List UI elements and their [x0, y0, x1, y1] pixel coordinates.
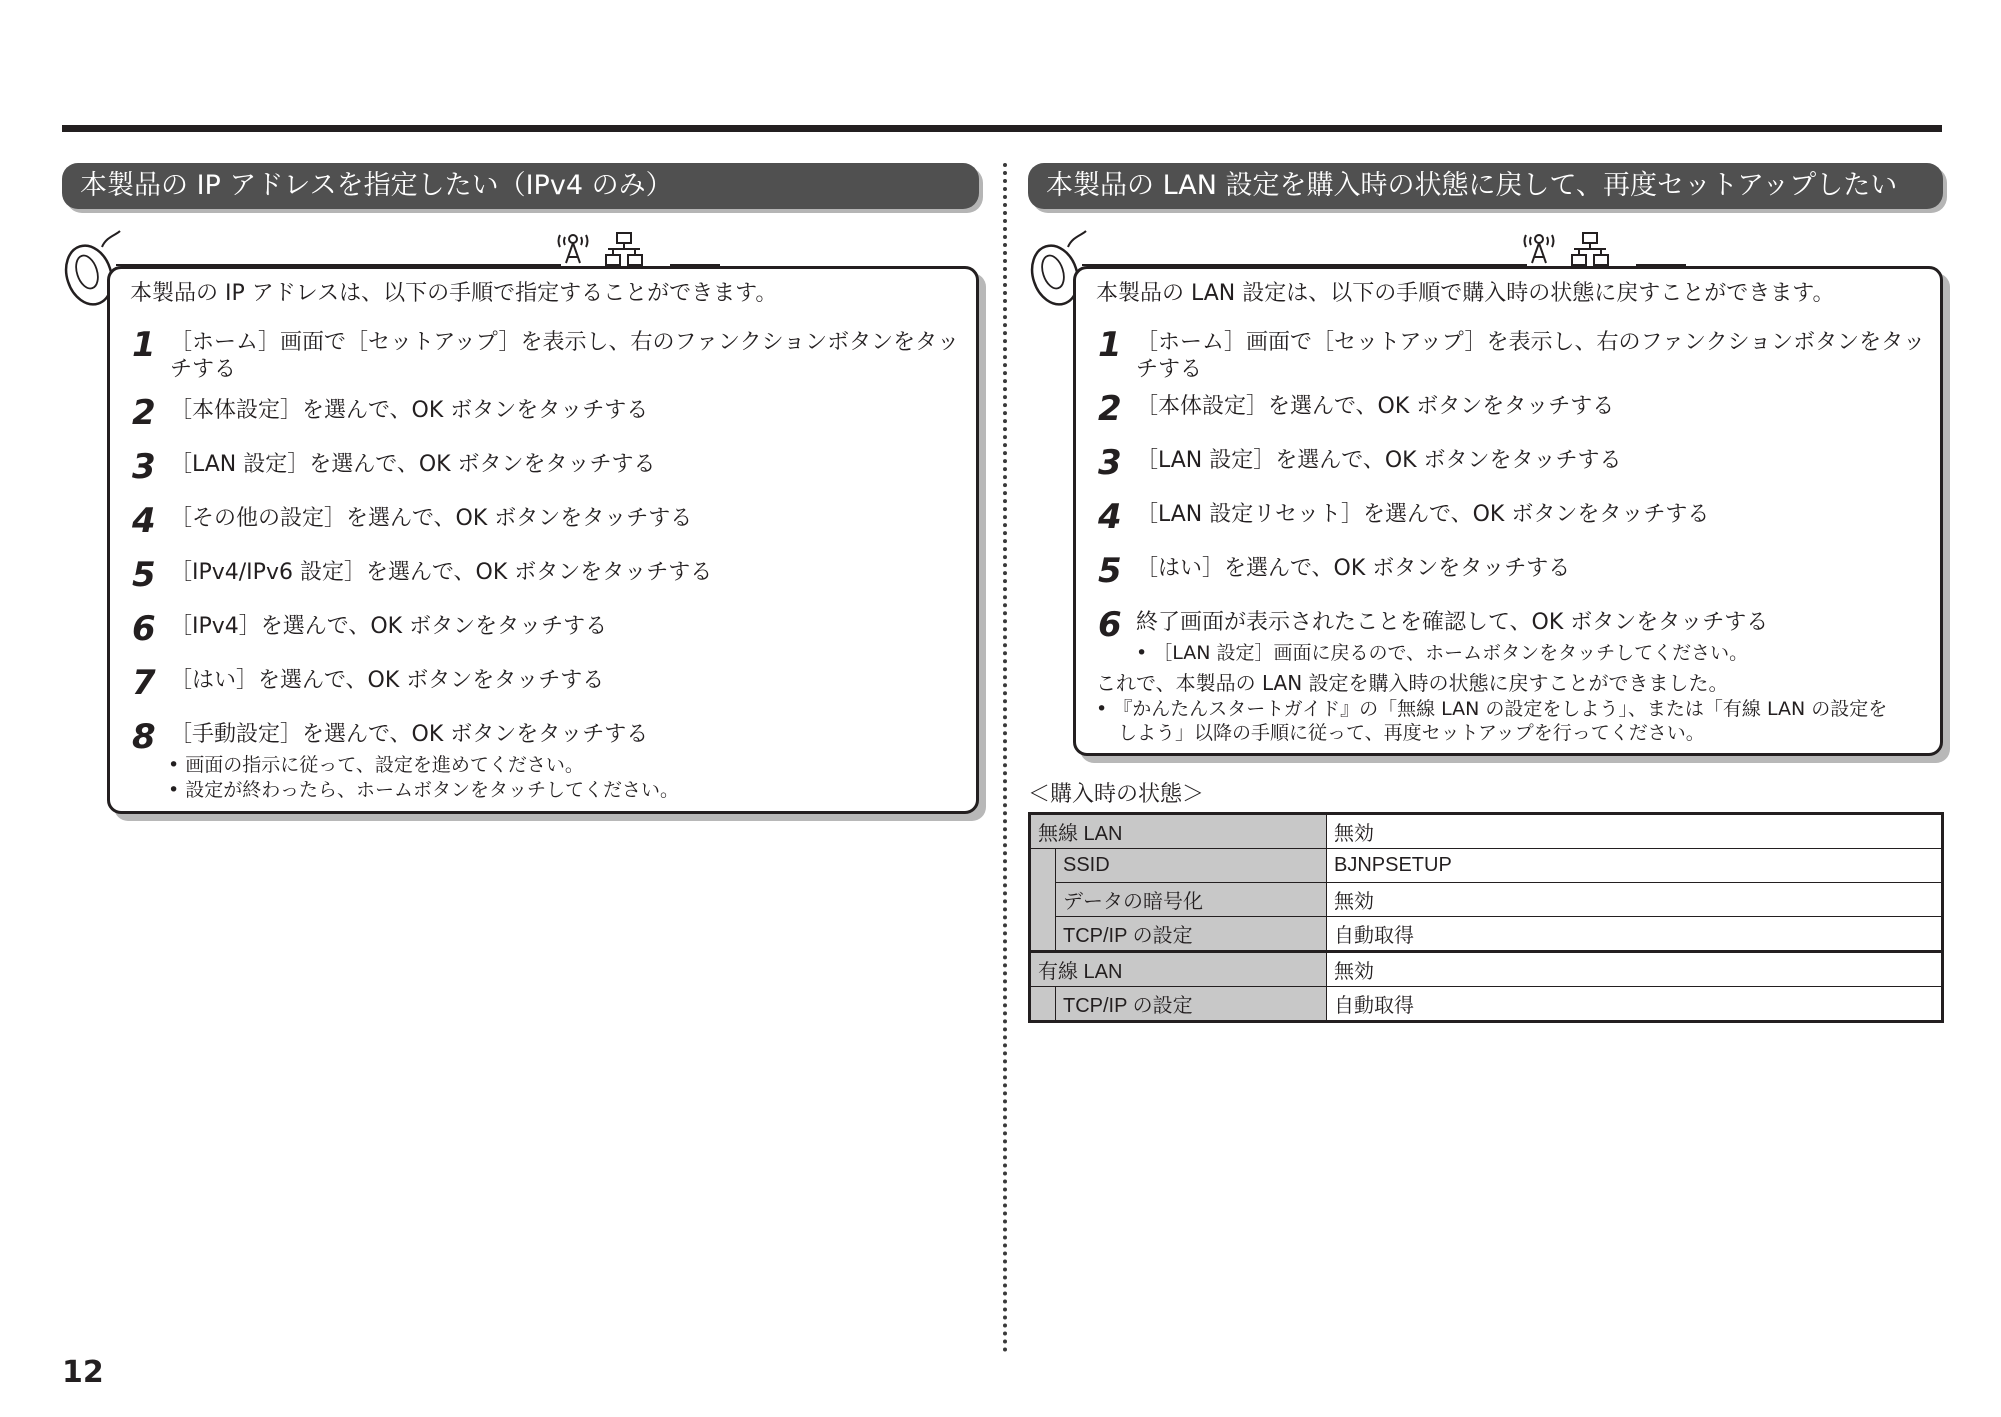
step-text: ［LAN 設定］を選んで、OK ボタンをタッチする: [170, 452, 656, 477]
table-label: 無線 LAN: [1030, 814, 1327, 849]
step-text: ［LAN 設定］を選んで、OK ボタンをタッチする: [1136, 448, 1622, 473]
step-number: 1: [132, 325, 156, 365]
step-text-cont: チする: [170, 357, 237, 382]
step-text: ［ホーム］画面で［セットアップ］を表示し、右のファンクションボタンをタッ: [170, 330, 960, 355]
step-number: 4: [132, 501, 156, 541]
step-number: 3: [1098, 443, 1122, 483]
step-number: 6: [1098, 605, 1122, 645]
step-text: ［ホーム］画面で［セットアップ］を表示し、右のファンクションボタンをタッ: [1136, 330, 1926, 355]
section-title: 本製品の IP アドレスを指定したい（IPv4 のみ）: [80, 170, 673, 201]
table-row: [1030, 917, 1943, 952]
step-text: ［その他の設定］を選んで、OK ボタンをタッチする: [170, 506, 693, 531]
table-row: [1030, 883, 1943, 917]
table-value: 自動取得: [1327, 987, 1943, 1022]
table-value: 無効: [1327, 952, 1943, 987]
top-rule: [62, 125, 1942, 132]
table-label: SSID: [1056, 849, 1327, 883]
intro-text: 本製品の IP アドレスは、以下の手順で指定することができます。: [130, 281, 778, 306]
step-text: ［IPv4］を選んで、OK ボタンをタッチする: [170, 614, 608, 639]
section-header: [62, 163, 979, 209]
table-row: [1030, 987, 1943, 1022]
conclusion-text: これで、本製品の LAN 設定を購入時の状態に戻すことができました。: [1096, 671, 1729, 695]
step-text: ［手動設定］を選んで、OK ボタンをタッチする: [170, 722, 649, 747]
table-value: 自動取得: [1327, 917, 1943, 952]
table-indent: [1030, 987, 1056, 1022]
step-text: ［LAN 設定リセット］を選んで、OK ボタンをタッチする: [1136, 502, 1710, 527]
step-text: ［はい］を選んで、OK ボタンをタッチする: [1136, 556, 1571, 581]
table-label: TCP/IP の設定: [1056, 987, 1327, 1022]
note-text: • 『かんたんスタートガイド』の「無線 LAN の設定をしよう」、または「有線 LAN の設定を: [1096, 698, 1888, 720]
wired-network-icon: [606, 233, 642, 265]
table-row: [1030, 952, 1943, 987]
bullet-note: • 画面の指示に従って、設定を進めてください。: [168, 754, 584, 776]
wireless-icon: [1522, 229, 1642, 269]
step-text: ［IPv4/IPv6 設定］を選んで、OK ボタンをタッチする: [170, 560, 713, 585]
wireless-icon: [556, 229, 676, 269]
step-text: 終了画面が表示されたことを確認して、OK ボタンをタッチする: [1136, 610, 1769, 635]
step-number: 5: [1098, 551, 1122, 591]
step-number: 4: [1098, 497, 1122, 537]
table-value: BJNPSETUP: [1327, 849, 1943, 883]
section-header: [1028, 163, 1943, 209]
wired-network-icon: [1572, 233, 1608, 265]
instruction-box: [1073, 266, 1943, 756]
step-text: ［本体設定］を選んで、OK ボタンをタッチする: [170, 398, 649, 423]
bullet-note: • ［LAN 設定］画面に戻るので、ホームボタンをタッチしてください。: [1136, 642, 1749, 664]
step-number: 5: [132, 555, 156, 595]
bullet-note: • 設定が終わったら、ホームボタンをタッチしてください。: [168, 779, 680, 801]
factory-state-table: [1028, 812, 1944, 1023]
table-label: 有線 LAN: [1030, 952, 1327, 987]
page-number: 12: [62, 1355, 104, 1390]
step-number: 7: [132, 663, 156, 703]
table-row: [1030, 849, 1943, 883]
instruction-box: [107, 266, 979, 814]
step-text: ［はい］を選んで、OK ボタンをタッチする: [170, 668, 605, 693]
note-text-cont: しよう」以降の手順に従って、再度セットアップを行ってください。: [1118, 722, 1705, 744]
step-number: 8: [132, 717, 156, 757]
table-indent: [1030, 849, 1056, 952]
intro-text: 本製品の LAN 設定は、以下の手順で購入時の状態に戻すことができます。: [1096, 281, 1835, 306]
table-value: 無効: [1327, 883, 1943, 917]
step-text: ［本体設定］を選んで、OK ボタンをタッチする: [1136, 394, 1615, 419]
step-number: 2: [132, 393, 156, 433]
step-number: 6: [132, 609, 156, 649]
table-label: TCP/IP の設定: [1056, 917, 1327, 952]
table-value: 無効: [1327, 814, 1943, 849]
section-title: 本製品の LAN 設定を購入時の状態に戻して、再度セットアップしたい: [1046, 170, 1898, 201]
step-number: 3: [132, 447, 156, 487]
step-text-cont: チする: [1136, 357, 1203, 382]
table-row: [1030, 814, 1943, 849]
table-label: データの暗号化: [1056, 883, 1327, 917]
factory-state-title: ＜購入時の状態＞: [1028, 782, 1205, 807]
column-divider: [1003, 163, 1007, 1353]
step-number: 2: [1098, 389, 1122, 429]
step-number: 1: [1098, 325, 1122, 365]
